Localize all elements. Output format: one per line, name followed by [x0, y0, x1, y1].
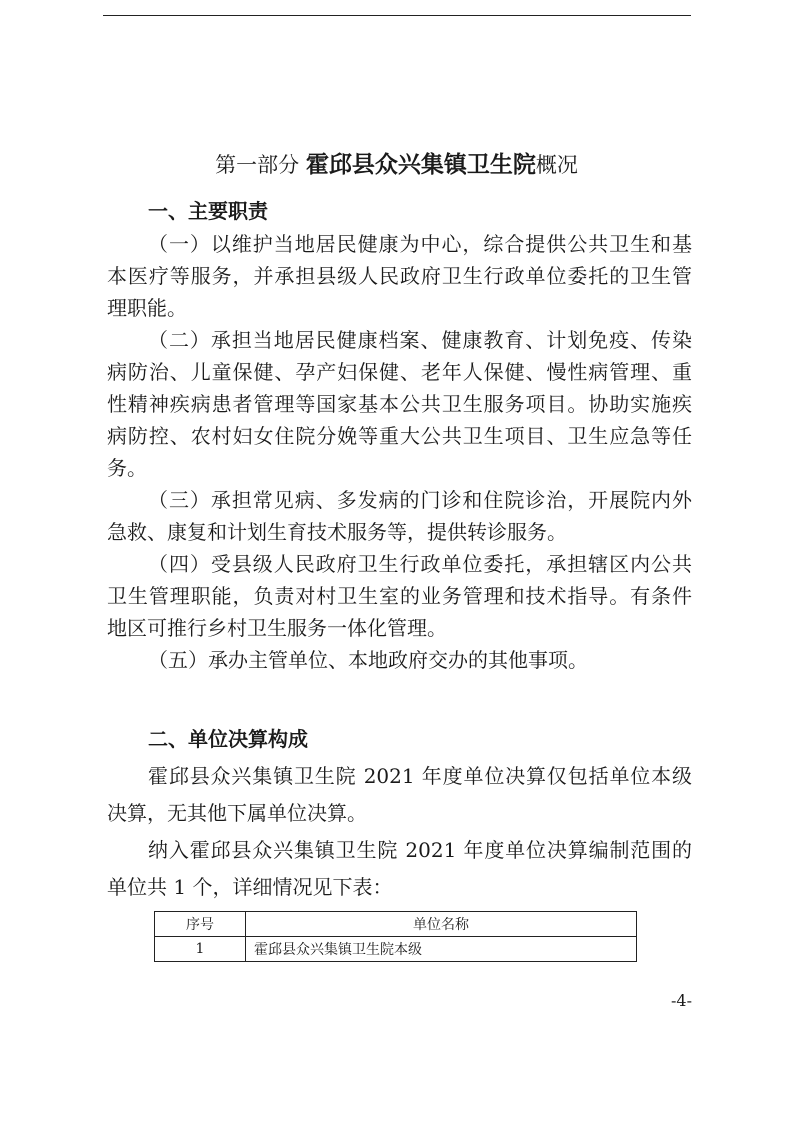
title-prefix: 第一部分 — [215, 153, 306, 177]
paragraph-line: 理职能。 — [107, 296, 187, 320]
cell-index: 1 — [155, 937, 246, 962]
section-heading: 二、单位决算构成 — [148, 727, 308, 751]
paragraph-line: 纳入霍邱县众兴集镇卫生院 2021 年度单位决算编制范围的 — [148, 838, 692, 862]
header-cell-index: 序号 — [155, 912, 246, 937]
section-body — [107, 758, 692, 906]
table-header-row — [155, 912, 637, 937]
paragraph-line: 卫生管理职能，负责对村卫生室的业务管理和技术指导。有条件 — [107, 584, 692, 608]
header-cell-unit-name: 单位名称 — [246, 912, 637, 937]
unit-table — [154, 911, 637, 962]
paragraph-line: （五）承办主管单位、本地政府交办的其他事项。 — [148, 648, 588, 672]
header-rule — [103, 15, 691, 16]
page-number: -4- — [671, 991, 692, 1010]
paragraph-line: （三）承担常见病、多发病的门诊和住院诊治，开展院内外 — [148, 488, 692, 512]
paragraph-line: 决算，无其他下属单位决算。 — [107, 801, 367, 825]
paragraph-line: 地区可推行乡村卫生服务一体化管理。 — [107, 616, 447, 640]
paragraph-line: 务。 — [107, 456, 147, 480]
section-body — [107, 228, 692, 676]
cell-unit-name: 霍邱县众兴集镇卫生院本级 — [246, 937, 637, 962]
section-budget-composition — [107, 721, 692, 906]
paragraph-line: （一）以维护当地居民健康为中心，综合提供公共卫生和基 — [148, 232, 692, 256]
paragraph-line: 单位共 1 个，详细情况见下表： — [107, 875, 393, 899]
paragraph-line: （二）承担当地居民健康档案、健康教育、计划免疫、传染 — [148, 328, 692, 352]
table-row — [155, 937, 637, 962]
paragraph-line: 本医疗等服务，并承担县级人民政府卫生行政单位委托的卫生管 — [107, 264, 692, 288]
title-suffix: 概况 — [535, 153, 578, 177]
section-heading: 一、主要职责 — [148, 199, 268, 223]
paragraph-line: 急救、康复和计划生育技术服务等，提供转诊服务。 — [107, 520, 567, 544]
paragraph-line: 病防治、儿童保健、孕产妇保健、老年人保健、慢性病管理、重 — [107, 360, 692, 384]
paragraph-line: （四）受县级人民政府卫生行政单位委托，承担辖区内公共 — [148, 552, 692, 576]
paragraph-line: 病防控、农村妇女住院分娩等重大公共卫生项目、卫生应急等任 — [107, 424, 692, 448]
paragraph-line: 霍邱县众兴集镇卫生院 2021 年度单位决算仅包括单位本级 — [148, 764, 692, 788]
page-title — [0, 146, 793, 179]
paragraph-line: 性精神疾病患者管理等国家基本公共卫生服务项目。协助实施疾 — [107, 392, 692, 416]
section-main-duties — [107, 194, 692, 676]
title-unit-name: 霍邱县众兴集镇卫生院 — [305, 152, 536, 178]
